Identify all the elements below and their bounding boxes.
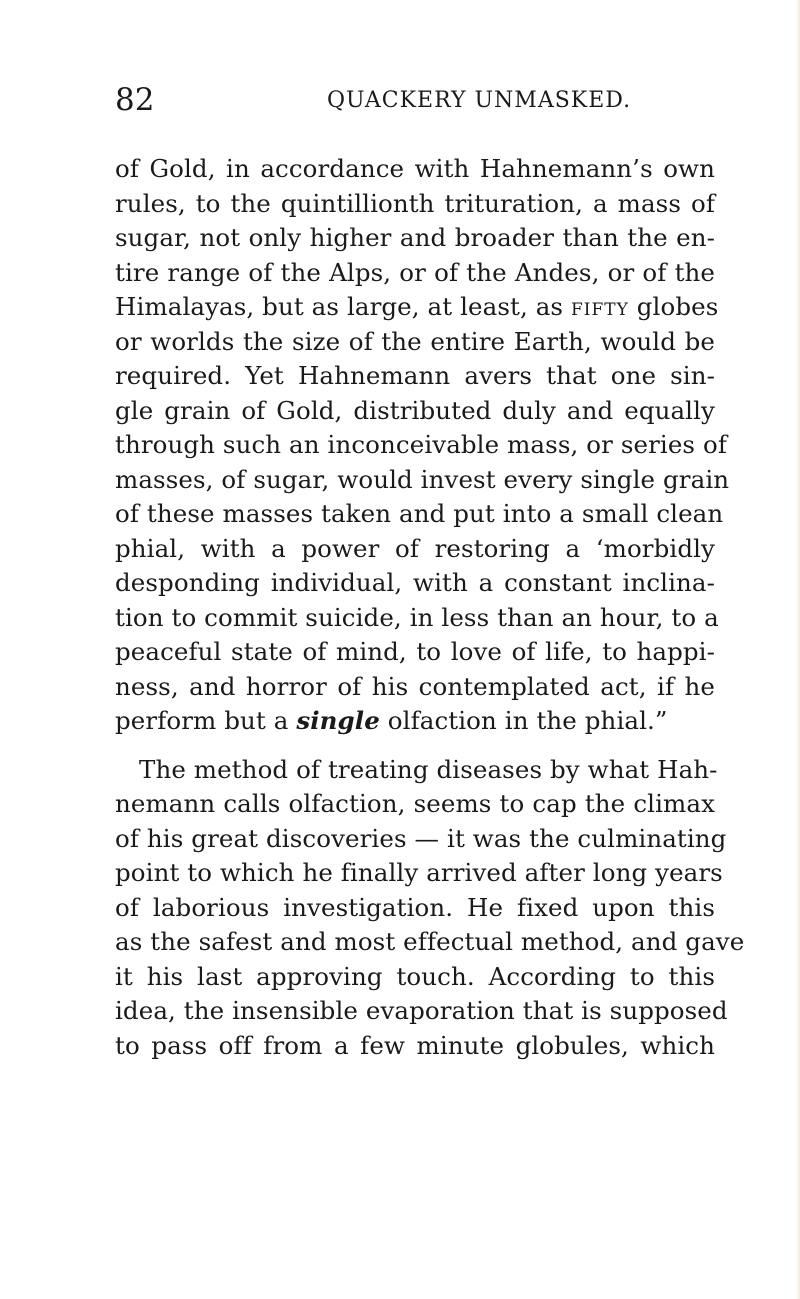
text-line: it his last approving touch. According to this <box>115 961 715 991</box>
text-line <box>115 290 719 325</box>
text-line: tion to commit suicide, in less than an hour, to a <box>115 602 719 632</box>
text-line: of Gold, in accordance with Hahnemann’s own <box>115 154 715 183</box>
text-line: phial, with a power of restoring a ‘morbidly <box>115 533 715 563</box>
text-line: of these masses taken and put into a small clean <box>115 499 724 528</box>
paragraph-gap <box>115 739 715 753</box>
text-line: peaceful state of mind, to love of life, to happi- <box>115 637 715 666</box>
text-line: to pass off from a few minute globules, which <box>115 1030 715 1060</box>
body-text <box>115 152 745 1063</box>
paragraph-1 <box>115 152 730 739</box>
text-line: The method of treating diseases by what Hah- <box>139 754 718 784</box>
running-head: QUACKERY UNMASKED. <box>327 88 632 113</box>
italic-single: single <box>296 706 380 735</box>
text-fragment: olfaction in the phial.” <box>387 706 668 735</box>
text-line: masses, of sugar, would invest every single grain <box>115 464 730 494</box>
text-line: of his great discoveries — it was the culminating <box>115 823 727 853</box>
text-fragment: perform but a <box>115 706 289 735</box>
page-edge-shadow <box>796 0 800 1299</box>
text-line <box>115 704 715 739</box>
text-line: through such an inconceivable mass, or series of <box>115 430 728 459</box>
text-line: rules, to the quintillionth trituration, a mass of <box>115 188 715 218</box>
text-line: desponding individual, with a constant inclina- <box>115 568 715 597</box>
text-line: tire range of the Alps, or of the Andes, or of the <box>115 257 715 287</box>
text-fragment: Himalayas, but as large, at least, as <box>115 292 564 321</box>
text-line: as the safest and most effectual method, and gave <box>115 927 745 956</box>
text-line: gle grain of Gold, distributed duly and equally <box>115 395 715 425</box>
text-line: or worlds the size of the entire Earth, would be <box>115 326 715 356</box>
text-line: idea, the insensible evaporation that is supposed <box>115 996 728 1025</box>
text-line: nemann calls olfaction, seems to cap the climax <box>115 789 715 818</box>
text-line: sugar, not only higher and broader than the en- <box>115 223 715 252</box>
paragraph-2 <box>115 753 745 1064</box>
text-line: point to which he finally arrived after long years <box>115 858 723 887</box>
page-number: 82 <box>115 82 155 118</box>
text-line: required. Yet Hahnemann avers that one sin- <box>115 361 715 390</box>
page-header <box>115 80 725 120</box>
smallcaps-fifty: FIFTY <box>571 300 629 320</box>
text-line: ness, and horror of his contemplated act, if he <box>115 671 715 701</box>
text-fragment: globes <box>636 292 719 321</box>
text-line: of laborious investigation. He fixed upon this <box>115 892 715 922</box>
